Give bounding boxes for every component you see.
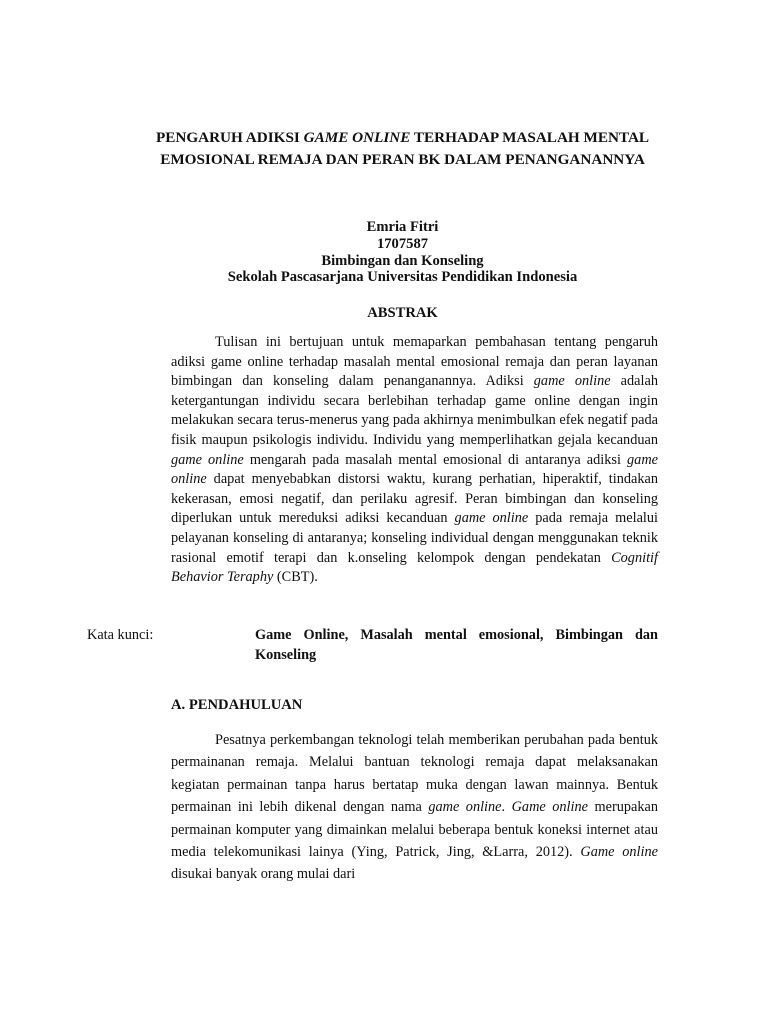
keywords-value: Game Online, Masalah mental emosional, Bimbingan dan Konseling bbox=[255, 627, 658, 663]
author-name: Emria Fitri bbox=[366, 219, 439, 235]
keywords bbox=[87, 625, 658, 665]
paper-title bbox=[0, 127, 768, 171]
title-line-1: PENGARUH ADIKSI GAME ONLINE TERHADAP MASALAH MENTAL bbox=[155, 129, 650, 146]
author-program: Bimbingan dan Konseling bbox=[321, 252, 484, 269]
abstract-heading: ABSTRAK bbox=[367, 305, 438, 321]
section-heading-pendahuluan: A. PENDAHULUAN bbox=[171, 697, 303, 713]
author-block bbox=[0, 219, 768, 286]
keywords-label: Kata kunci: bbox=[87, 627, 154, 643]
author-id: 1707587 bbox=[376, 235, 429, 252]
title-line-2: EMOSIONAL REMAJA DAN PERAN BK DALAM PENANGANANNYA bbox=[160, 151, 645, 168]
author-institution: Sekolah Pascasarjana Universitas Pendidikan Indonesia bbox=[227, 269, 578, 286]
body-paragraph: Pesatnya perkembangan teknologi telah memberikan perubahan pada bentuk permainanan remaja. Melalui bantuan teknologi remaja dapat melaksanakan kegiatan permainan tanpa harus bertatap muka dengan lawan mainnya. Bentuk permainan ini lebih dikenal dengan nama game online. Game online merupakan permainan komputer yang dimainkan melalui beberapa bentuk koneksi internet atau media telekomunikasi lainya (Ying, Patrick, Jing, &Larra, 2012). Game online disukai banyak orang mulai dari bbox=[171, 732, 658, 883]
abstract-paragraph: Tulisan ini bertujuan untuk memaparkan pembahasan tentang pengaruh adiksi game online terhadap masalah mental emosional remaja dan peran layanan bimbingan dan konseling dalam penanganannya. Adiksi game online adalah ketergantungan individu secara berlebihan terhadap game online dengan ingin melakukan secara terus-menerus yang pada akhirnya menimbulkan efek negatif pada fisik maupun psikologis individu. Individu yang memperlihatkan gejala kecanduan game online mengarah pada masalah mental emosional di antaranya adiksi game online dapat menyebabkan distorsi waktu, kurang perhatian, hiperaktif, tindakan kekerasan, emosi negatif, dan perilaku agresif. Peran bimbingan dan konseling diperlukan untuk mereduksi adiksi kecanduan game online pada remaja melalui pelayanan konseling di antaranya; konseling individual dengan menggunakan teknik rasional emotif terapi dan k.onseling kelompok dengan pendekatan Cognitif Behavior Teraphy (CBT). bbox=[171, 334, 659, 586]
